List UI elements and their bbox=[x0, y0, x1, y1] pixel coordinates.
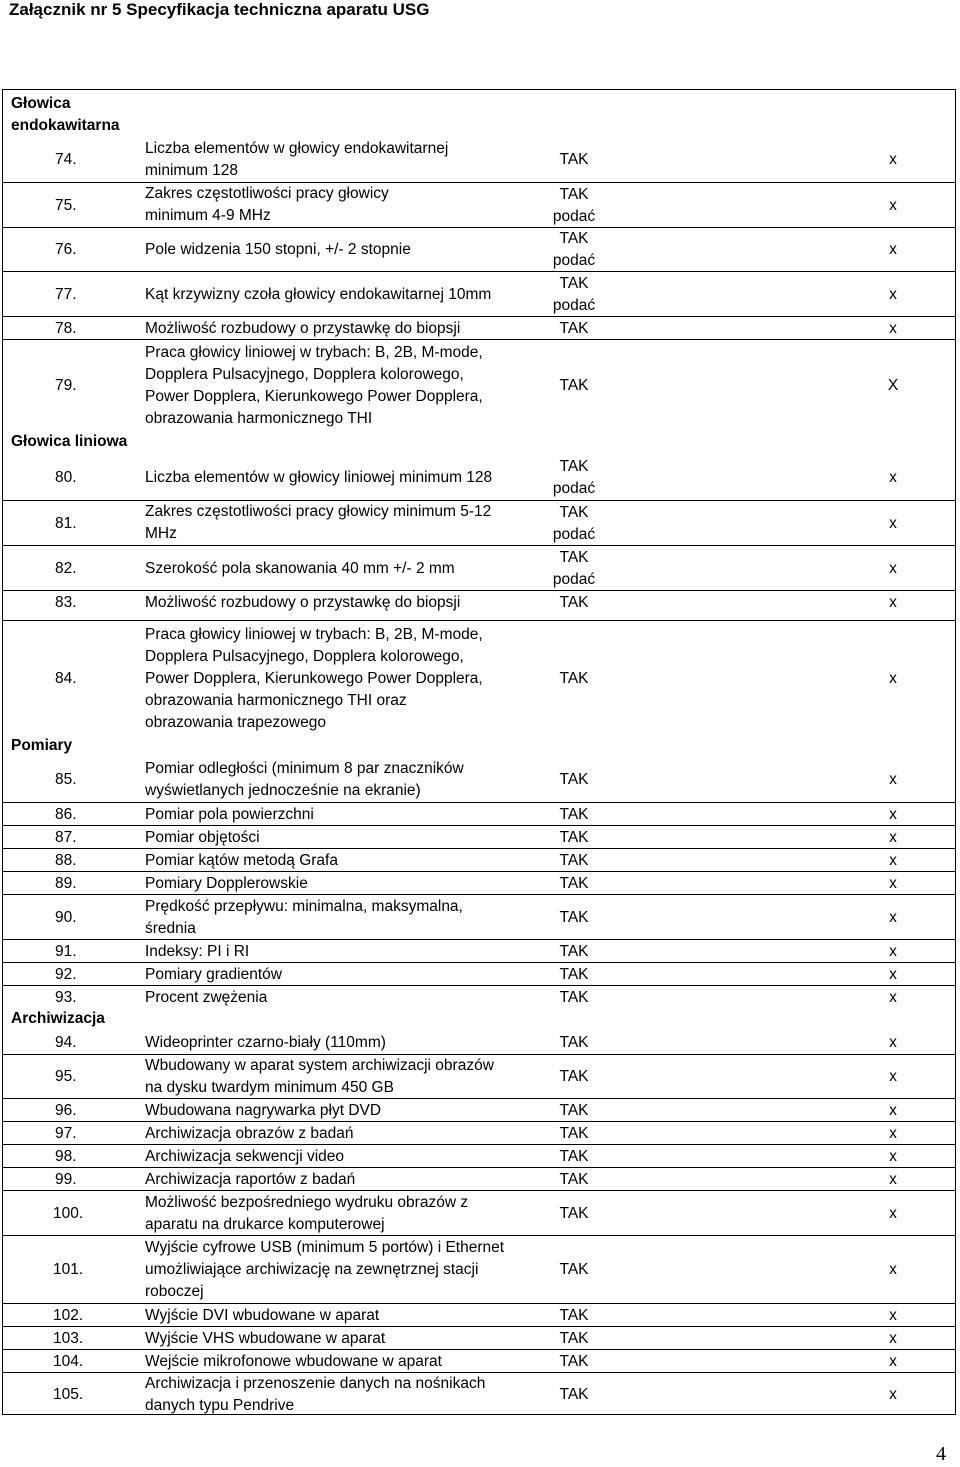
row-mark: x bbox=[889, 241, 897, 258]
row-mark: x bbox=[889, 151, 897, 168]
row-number: 90. bbox=[55, 909, 77, 926]
row-description: Zakres częstotliwości pracy głowicy minimum 5-12 MHz bbox=[145, 503, 492, 542]
row-mark: x bbox=[889, 1171, 897, 1188]
row-mark: x bbox=[889, 1386, 897, 1403]
row-value: TAK bbox=[559, 1330, 589, 1347]
row-number: 94. bbox=[55, 1034, 77, 1051]
row-number: 95. bbox=[55, 1068, 77, 1085]
row-mark: x bbox=[889, 806, 897, 823]
row-value: TAK podać bbox=[552, 275, 596, 314]
row-mark: x bbox=[889, 1034, 897, 1051]
row-mark: x bbox=[889, 1102, 897, 1119]
row-description: Liczba elementów w głowicy liniowej minimum 128 bbox=[145, 469, 493, 486]
table-row bbox=[3, 271, 955, 316]
row-mark: x bbox=[889, 515, 897, 532]
table-row bbox=[3, 227, 955, 271]
row-description: Możliwość rozbudowy o przystawkę do biopsji bbox=[145, 320, 461, 337]
spec-table bbox=[2, 89, 956, 1415]
row-mark: x bbox=[889, 1205, 897, 1222]
row-description: Archiwizacja raportów z badań bbox=[145, 1171, 356, 1188]
row-mark: x bbox=[889, 320, 897, 337]
row-number: 105. bbox=[53, 1386, 84, 1403]
row-number: 91. bbox=[55, 943, 77, 960]
table-row bbox=[3, 590, 955, 613]
row-value: TAK bbox=[559, 1307, 589, 1324]
row-value: TAK bbox=[559, 670, 589, 687]
row-description: Procent zwężenia bbox=[145, 989, 268, 1006]
row-number: 96. bbox=[55, 1102, 77, 1119]
row-mark: x bbox=[889, 1330, 897, 1347]
row-mark: x bbox=[889, 1261, 897, 1278]
table-row bbox=[3, 1121, 955, 1144]
document-title: Załącznik nr 5 Specyfikacja techniczna aparatu USG bbox=[9, 0, 430, 19]
row-description: Możliwość bezpośredniego wydruku obrazów z aparatu na drukarce komputerowej bbox=[145, 1194, 469, 1233]
row-number: 101. bbox=[53, 1261, 84, 1278]
row-mark: x bbox=[889, 1068, 897, 1085]
row-value: TAK bbox=[559, 1205, 589, 1222]
row-mark: x bbox=[889, 829, 897, 846]
row-number: 74. bbox=[55, 151, 77, 168]
row-description: Archiwizacja obrazów z badań bbox=[145, 1125, 354, 1142]
row-description: Szerokość pola skanowania 40 mm +/- 2 mm bbox=[145, 560, 455, 577]
table-row bbox=[3, 1190, 955, 1235]
row-description: Wyjście VHS wbudowane w aparat bbox=[145, 1330, 386, 1347]
row-description: Zakres częstotliwości pracy głowicy minimum 4-9 MHz bbox=[145, 185, 389, 224]
row-number: 79. bbox=[55, 377, 77, 394]
row-value: TAK bbox=[559, 966, 589, 983]
row-mark: x bbox=[889, 1148, 897, 1165]
table-row bbox=[3, 620, 955, 735]
row-number: 100. bbox=[53, 1205, 84, 1222]
section-heading: Archiwizacja bbox=[11, 1010, 105, 1027]
row-description: Wbudowany w aparat system archiwizacji obrazów na dysku twardym minimum 450 GB bbox=[145, 1057, 494, 1096]
row-mark: x bbox=[889, 560, 897, 577]
row-value: TAK bbox=[559, 377, 589, 394]
row-number: 75. bbox=[55, 197, 77, 214]
table-row bbox=[3, 1326, 955, 1349]
row-description: Pomiar objętości bbox=[145, 829, 260, 846]
row-mark: x bbox=[889, 943, 897, 960]
row-description: Wideoprinter czarno-biały (110mm) bbox=[145, 1034, 386, 1051]
row-mark: x bbox=[889, 909, 897, 926]
row-description: Wyjście cyfrowe USB (minimum 5 portów) i Ethernet umożliwiające archiwizację na zewnętrznej stacji roboczej bbox=[145, 1239, 505, 1300]
table-row bbox=[3, 316, 955, 339]
row-description: Prędkość przepływu: minimalna, maksymalna, średnia bbox=[145, 898, 463, 937]
table-row bbox=[3, 1031, 955, 1054]
row-value: TAK bbox=[559, 909, 589, 926]
table-row bbox=[3, 1303, 955, 1326]
section-heading: Pomiary bbox=[11, 737, 73, 754]
row-number: 80. bbox=[55, 469, 77, 486]
row-value: TAK podać bbox=[552, 458, 596, 497]
row-mark: X bbox=[887, 377, 899, 394]
row-description: Pomiar pola powierzchni bbox=[145, 806, 314, 823]
row-mark: x bbox=[889, 1307, 897, 1324]
table-row bbox=[3, 985, 955, 1008]
row-value: TAK bbox=[559, 771, 589, 788]
row-description: Wejście mikrofonowe wbudowane w aparat bbox=[145, 1353, 442, 1370]
row-mark: x bbox=[889, 989, 897, 1006]
row-value: TAK bbox=[559, 1261, 589, 1278]
row-description: Pomiar odległości (minimum 8 par znaczników wyświetlanych jednocześnie na ekranie) bbox=[145, 760, 464, 799]
row-value: TAK bbox=[559, 875, 589, 892]
row-value: TAK bbox=[559, 1125, 589, 1142]
table-row bbox=[3, 500, 955, 545]
table-row bbox=[3, 137, 955, 182]
row-value: TAK bbox=[559, 1353, 589, 1370]
row-mark: x bbox=[889, 197, 897, 214]
row-number: 99. bbox=[55, 1171, 77, 1188]
row-number: 83. bbox=[55, 594, 77, 611]
table-row bbox=[3, 182, 955, 227]
row-mark: x bbox=[889, 469, 897, 486]
table-row bbox=[3, 1235, 955, 1303]
row-value: TAK bbox=[559, 1386, 589, 1403]
table-row bbox=[3, 455, 955, 500]
table-row bbox=[3, 1167, 955, 1190]
row-mark: x bbox=[889, 286, 897, 303]
row-description: Archiwizacja sekwencji video bbox=[145, 1148, 344, 1165]
row-description: Kąt krzywizny czoła głowicy endokawitarnej 10mm bbox=[145, 286, 492, 303]
row-description: Indeksy: PI i RI bbox=[145, 943, 250, 960]
row-value: TAK bbox=[559, 1068, 589, 1085]
row-description: Wbudowana nagrywarka płyt DVD bbox=[145, 1102, 382, 1119]
table-row bbox=[3, 962, 955, 985]
row-number: 86. bbox=[55, 806, 77, 823]
row-description: Możliwość rozbudowy o przystawkę do biopsji bbox=[145, 594, 461, 611]
row-mark: x bbox=[889, 670, 897, 687]
table-row bbox=[3, 1144, 955, 1167]
row-value: TAK bbox=[559, 806, 589, 823]
row-value: TAK bbox=[559, 943, 589, 960]
row-value: TAK podać bbox=[552, 186, 596, 225]
table-row bbox=[3, 545, 955, 590]
row-value: TAK bbox=[559, 989, 589, 1006]
table-row bbox=[3, 871, 955, 894]
row-mark: x bbox=[889, 1125, 897, 1142]
row-number: 92. bbox=[55, 966, 77, 983]
row-description: Pole widzenia 150 stopni, +/- 2 stopnie bbox=[145, 241, 411, 258]
table-row bbox=[3, 1054, 955, 1098]
row-number: 85. bbox=[55, 771, 77, 788]
row-number: 77. bbox=[55, 286, 77, 303]
row-value: TAK bbox=[559, 1034, 589, 1051]
table-row bbox=[3, 939, 955, 962]
row-number: 78. bbox=[55, 320, 77, 337]
row-value: TAK podać bbox=[552, 504, 596, 543]
row-mark: x bbox=[889, 852, 897, 869]
section-heading: Głowica endokawitarna bbox=[11, 95, 120, 134]
table-row bbox=[3, 339, 955, 431]
row-description: Pomiary gradientów bbox=[145, 966, 282, 983]
row-number: 104. bbox=[53, 1353, 84, 1370]
table-row bbox=[3, 1098, 955, 1121]
row-number: 76. bbox=[55, 241, 77, 258]
row-value: TAK bbox=[559, 1171, 589, 1188]
row-mark: x bbox=[889, 966, 897, 983]
row-value: TAK podać bbox=[552, 230, 596, 269]
row-mark: x bbox=[889, 771, 897, 788]
row-number: 87. bbox=[55, 829, 77, 846]
row-description: Pomiar kątów metodą Grafa bbox=[145, 852, 338, 869]
row-value: TAK bbox=[559, 320, 589, 337]
row-number: 89. bbox=[55, 875, 77, 892]
section-heading: Głowica liniowa bbox=[11, 433, 128, 450]
row-number: 88. bbox=[55, 852, 77, 869]
row-value: TAK bbox=[559, 594, 589, 611]
row-number: 84. bbox=[55, 670, 77, 687]
row-description: Liczba elementów w głowicy endokawitarnej minimum 128 bbox=[145, 140, 449, 179]
row-description: Archiwizacja i przenoszenie danych na nośnikach danych typu Pendrive bbox=[145, 1375, 486, 1414]
table-row bbox=[3, 802, 955, 825]
row-value: TAK bbox=[559, 1102, 589, 1119]
row-number: 93. bbox=[55, 989, 77, 1006]
row-description: Wyjście DVI wbudowane w aparat bbox=[145, 1307, 380, 1324]
row-mark: x bbox=[889, 594, 897, 611]
row-number: 82. bbox=[55, 560, 77, 577]
row-value: TAK bbox=[559, 1148, 589, 1165]
table-row bbox=[3, 848, 955, 871]
table-row bbox=[3, 1349, 955, 1372]
row-number: 98. bbox=[55, 1148, 77, 1165]
row-value: TAK bbox=[559, 852, 589, 869]
row-number: 103. bbox=[53, 1330, 84, 1347]
row-number: 102. bbox=[53, 1307, 84, 1324]
row-number: 81. bbox=[55, 515, 77, 532]
row-mark: x bbox=[889, 875, 897, 892]
row-value: TAK podać bbox=[552, 549, 596, 588]
row-description: Pomiary Dopplerowskie bbox=[145, 875, 308, 892]
table-row bbox=[3, 758, 955, 802]
row-value: TAK bbox=[559, 151, 589, 168]
table-row bbox=[3, 894, 955, 939]
table-row bbox=[3, 1372, 955, 1416]
row-number: 97. bbox=[55, 1125, 77, 1142]
table-row bbox=[3, 825, 955, 848]
row-mark: x bbox=[889, 1353, 897, 1370]
row-description: Praca głowicy liniowej w trybach: B, 2B, M-mode, Dopplera Pulsacyjnego, Dopplera kolorowego, Power Dopplera, Kierunkowego Power Dopplera, obrazowania harmonicznego THI bbox=[145, 344, 483, 427]
row-description: Praca głowicy liniowej w trybach: B, 2B, M-mode, Dopplera Pulsacyjnego, Dopplera kolorowego, Power Dopplera, Kierunkowego Power Dopplera, obrazowania harmonicznego THI oraz obrazowania trapezowego bbox=[145, 626, 483, 731]
page-number: 4 bbox=[936, 1443, 946, 1465]
row-value: TAK bbox=[559, 829, 589, 846]
